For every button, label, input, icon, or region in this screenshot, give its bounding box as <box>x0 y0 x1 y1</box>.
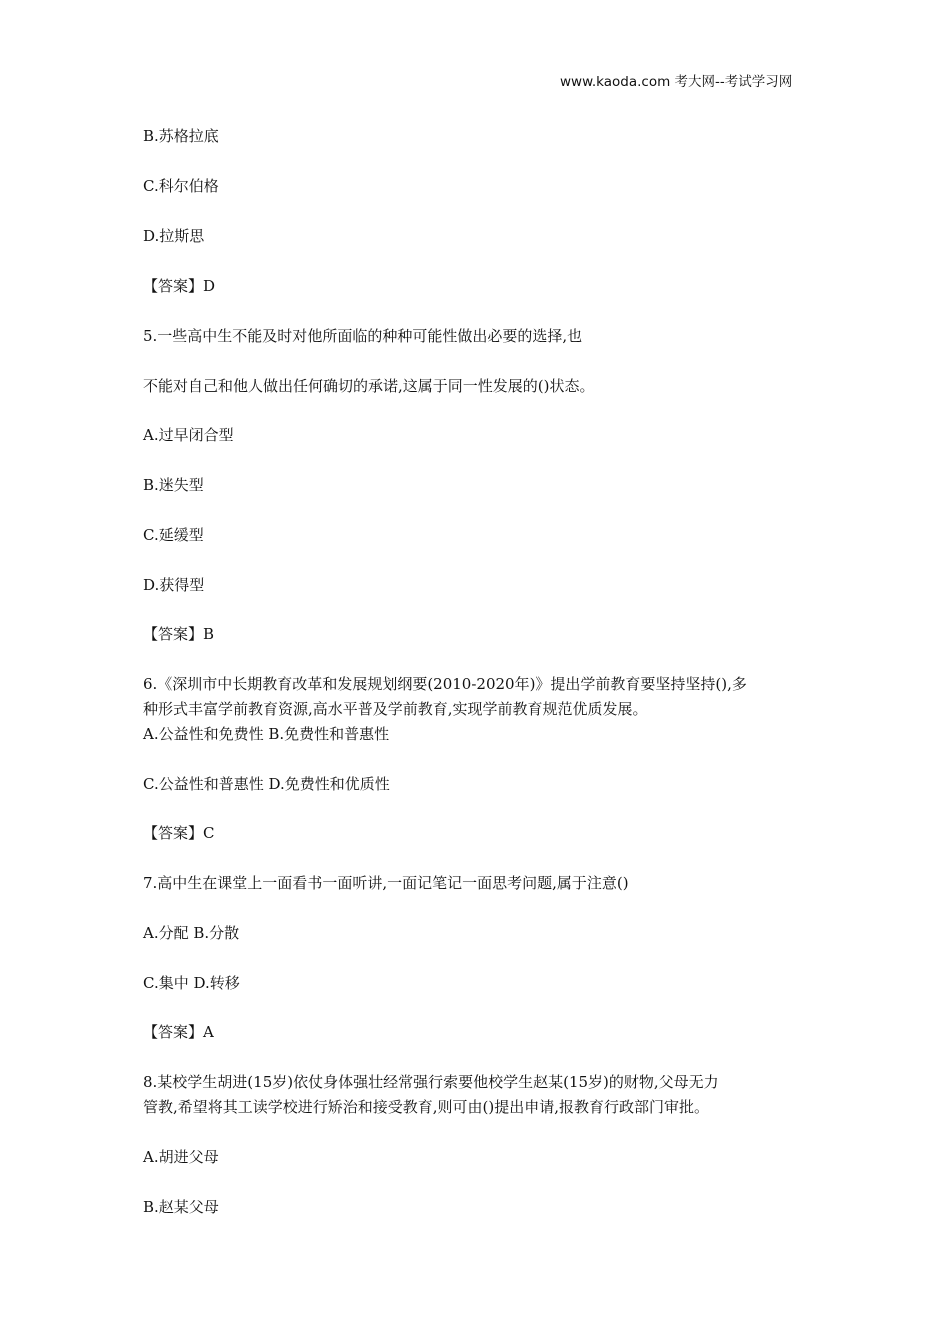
option-line: B.赵某父母 <box>143 1198 219 1216</box>
option-line: D.获得型 <box>143 576 205 594</box>
answer-line: 【答案】C <box>143 824 215 842</box>
question-line: 7.高中生在课堂上一面看书一面听讲,一面记笔记一面思考问题,属于注意() <box>143 874 629 892</box>
option-line: B.迷失型 <box>143 476 204 494</box>
question-line: 5.一些高中生不能及时对他所面临的种种可能性做出必要的选择,也 <box>143 327 583 345</box>
option-line: A.分配 B.分散 <box>143 924 240 942</box>
option-line: C.集中 D.转移 <box>143 974 240 992</box>
option-line: B.苏格拉底 <box>143 127 219 145</box>
site-header: www.kaoda.com 考大网--考试学习网 <box>560 74 793 90</box>
question-line: 8.某校学生胡进(15岁)依仗身体强壮经常强行索要他校学生赵某(15岁)的财物,父母无力 <box>143 1073 719 1091</box>
option-line: C.延缓型 <box>143 526 204 544</box>
option-line: A.胡进父母 <box>143 1148 219 1166</box>
option-line: C.科尔伯格 <box>143 177 219 195</box>
question-line: 6.《深圳市中长期教育改革和发展规划纲要(2010-2020年)》提出学前教育要坚持坚持(),多 <box>143 675 747 693</box>
question-line: 管教,希望将其工读学校进行矫治和接受教育,则可由()提出申请,报教育行政部门审批。 <box>143 1098 710 1116</box>
option-line: A.过早闭合型 <box>143 426 234 444</box>
answer-line: 【答案】B <box>143 625 215 643</box>
option-line: C.公益性和普惠性 D.免费性和优质性 <box>143 775 390 793</box>
option-line: D.拉斯思 <box>143 227 205 245</box>
answer-line: 【答案】A <box>143 1023 214 1041</box>
question-line: 不能对自己和他人做出任何确切的承诺,这属于同一性发展的()状态。 <box>143 377 595 395</box>
question-line: 种形式丰富学前教育资源,高水平普及学前教育,实现学前教育规范优质发展。 <box>143 700 648 718</box>
answer-line: 【答案】D <box>143 277 216 295</box>
option-line: A.公益性和免费性 B.免费性和普惠性 <box>143 725 390 743</box>
